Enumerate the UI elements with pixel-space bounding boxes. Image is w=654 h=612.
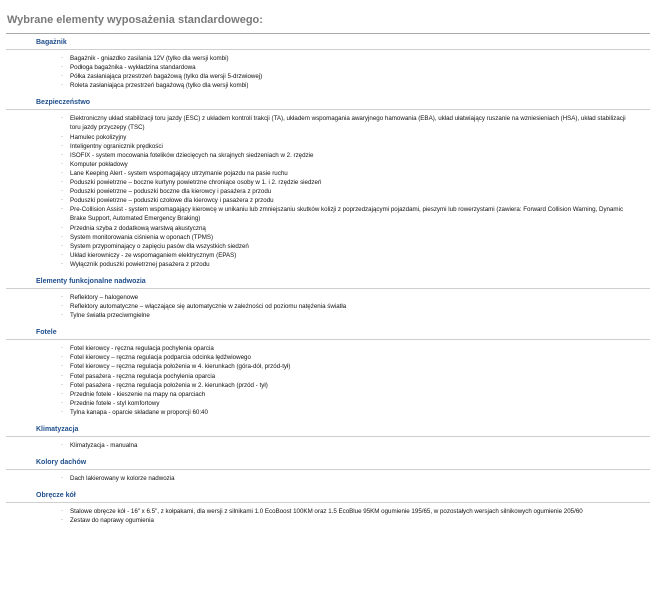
bullet-icon: · (61, 408, 63, 415)
bullet-icon: · (61, 73, 63, 80)
item-text: Podłoga bagażnika - wykładzina standardowa (70, 64, 196, 72)
bullet-icon: · (61, 260, 63, 267)
bullet-icon: · (61, 160, 63, 167)
bullet-icon: · (61, 363, 63, 370)
section-title: Bezpieczeństwo (6, 94, 650, 110)
bullet-icon: · (61, 64, 63, 71)
item-text: Fotel pasażera - ręczna regulacja położenia w 2. kierunkach (przód - tył) (70, 381, 268, 389)
item-text: Reflektory automatyczne – włączające się automatycznie w zależności od poziomu natężenia światła (70, 303, 347, 311)
item-text: Bagażnik - gniazdko zasilania 12V (tylko dla wersji kombi) (70, 55, 229, 62)
item-list (6, 470, 650, 487)
list-item (6, 224, 650, 233)
bullet-icon: · (61, 233, 63, 240)
item-text: Poduszki powietrzne – poduszki czołowe dla kierowcy i pasażera z przodu (70, 197, 274, 205)
list-item (6, 260, 650, 269)
section-title: Obręcze kół (6, 487, 650, 503)
item-text: System przypominający o zapięciu pasów dla wszystkich siedzeń (70, 242, 249, 250)
item-text: Pre-Collision Assist - system wspomagający kierowcę w unikaniu lub zmniejszaniu skutków kolizji z poprzedzającymi pojazdami, pieszymi lub rowerzystami (zawiera: Forward Collision Warning, Dynamic Brake Support, Automated Emergency Braking) (70, 206, 624, 223)
list-item (6, 399, 650, 408)
section (6, 273, 650, 324)
item-text: Fotel kierowcy – ręczna regulacja podparcia odcinka lędźwiowego (70, 354, 251, 362)
list-item (6, 353, 650, 362)
bullet-icon: · (61, 133, 63, 140)
list-item (6, 372, 650, 381)
bullet-icon: · (61, 390, 63, 397)
item-list (6, 437, 650, 454)
item-text: ISOFIX - system mocowania fotelików dziecięcych na skrajnych siedzeniach w 2. rzędzie (70, 151, 314, 159)
item-text: Stalowe obręcze kół - 16" x 6.5", z kołpakami, dla wersji z silnikami 1.0 EcoBoost 100KM oraz 1.5 EcoBlue 95KM ogumienie 195/65, w pozostałych wersjach silnikowych ogumienie 205/60 (70, 508, 583, 516)
bullet-icon: · (61, 82, 63, 89)
item-text: Fotel kierowcy – ręczna regulacja położenia w 4. kierunkach (góra-dół, przód-tył) (70, 363, 291, 371)
list-item (6, 81, 650, 90)
bullet-icon: · (61, 251, 63, 258)
bullet-icon: · (61, 188, 63, 195)
bullet-icon: · (61, 381, 63, 388)
item-text: Tylne światła przeciwmgielne (70, 312, 150, 320)
item-text: Poduszki powietrzne – poduszki boczne dla kierowcy i pasażera z przodu (70, 188, 272, 196)
bullet-icon: · (61, 475, 63, 482)
list-item (6, 474, 650, 483)
item-text: Elektroniczny układ stabilizacji toru jazdy (ESC) z układem kontroli trakcji (TA), układem wspomagania awaryjnego hamowania (EBA), układ ułatwiający ruszanie na wzniesieniach (HSA), układ stabilizacji toru jazdy przyczepy (TSC) (70, 115, 626, 132)
bullet-icon: · (61, 55, 63, 61)
item-text: Przednia szyba z dodatkową warstwą akustyczną (70, 224, 206, 232)
bullet-icon: · (61, 399, 63, 406)
item-text: Fotel pasażera - ręczna regulacja pochylenia oparcia (70, 372, 216, 380)
list-item (6, 187, 650, 196)
list-item (6, 293, 650, 302)
bullet-icon: · (61, 372, 63, 379)
bullet-icon: · (61, 179, 63, 186)
list-item (6, 178, 650, 187)
item-text: Poduszki powietrzne – boczne kurtyny powietrzne chroniące osoby w 1. i 2. rzędzie siedzeń (70, 179, 322, 187)
list-item (6, 381, 650, 390)
bullet-icon: · (61, 242, 63, 249)
item-text: Fotel kierowcy - ręczna regulacja pochylenia oparcia (70, 345, 214, 353)
list-item (6, 160, 650, 169)
bullet-icon: · (61, 312, 63, 319)
list-item (6, 302, 650, 311)
item-text: Inteligentny ogranicznik prędkości (70, 142, 163, 150)
bullet-icon: · (61, 169, 63, 176)
item-text: Układ kierowniczy - ze wspomaganiem elektrycznym (EPAS) (70, 251, 237, 259)
item-text: Lane Keeping Alert - system wspomagający utrzymanie pojazdu na pasie ruchu (70, 169, 288, 177)
item-list (6, 340, 650, 421)
bullet-icon: · (61, 517, 63, 524)
item-text: System monitorowania ciśnienia w oponach (TPMS) (70, 233, 214, 241)
bullet-icon: · (61, 442, 63, 448)
list-item (6, 408, 650, 417)
bullet-icon: · (61, 224, 63, 231)
bullet-icon: · (61, 354, 63, 361)
list-item (6, 507, 650, 516)
section (6, 324, 650, 421)
list-item (6, 196, 650, 205)
bullet-icon: · (61, 151, 63, 158)
list-item (6, 344, 650, 353)
bullet-icon: · (61, 115, 63, 122)
section (6, 454, 650, 487)
list-item (6, 169, 650, 178)
item-text: Hamulec pokolizyjny (70, 133, 127, 141)
bullet-icon: · (61, 197, 63, 204)
item-list (6, 503, 650, 529)
section (6, 34, 650, 94)
list-item (6, 133, 650, 142)
list-item (6, 233, 650, 242)
list-item (6, 516, 650, 525)
list-item (6, 151, 650, 160)
section (6, 487, 650, 529)
section-title: Elementy funkcjonalne nadwozia (6, 273, 650, 289)
item-text: Półka zasłaniająca przestrzeń bagażową (tylko dla wersji 5-drzwiowej) (70, 73, 263, 81)
bullet-icon: · (61, 508, 63, 515)
list-item (6, 311, 650, 320)
item-list (6, 110, 650, 273)
item-text: Klimatyzacja - manualna (70, 442, 138, 449)
bullet-icon: · (61, 206, 63, 213)
item-list (6, 50, 650, 94)
section (6, 94, 650, 273)
bullet-icon: · (61, 142, 63, 149)
item-text: Reflektory – halogenowe (70, 293, 139, 301)
bullet-icon: · (61, 345, 63, 352)
list-item (6, 63, 650, 72)
item-text: Dach lakierowany w kolorze nadwozia (70, 475, 175, 483)
section-title: Bagażnik (6, 34, 650, 50)
section-title: Kolory dachów (6, 454, 650, 470)
section-title: Klimatyzacja (6, 421, 650, 437)
item-text: Przednie fotele - kieszenie na mapy na oparciach (70, 390, 206, 398)
item-text: Tylna kanapa - oparcie składane w proporcji 60:40 (70, 408, 208, 416)
bullet-icon: · (61, 303, 63, 310)
section-title: Fotele (6, 324, 650, 340)
list-item (6, 205, 650, 223)
item-text: Wyłącznik poduszki powietrznej pasażera z przodu (70, 260, 210, 268)
bullet-icon: · (61, 293, 63, 300)
list-item (6, 72, 650, 81)
item-list (6, 289, 650, 324)
section (6, 421, 650, 454)
list-item (6, 114, 650, 132)
list-item (6, 54, 650, 63)
list-item (6, 242, 650, 251)
sections-container (6, 34, 650, 529)
item-text: Komputer pokładowy (70, 160, 128, 168)
list-item (6, 390, 650, 399)
list-item (6, 251, 650, 260)
list-item (6, 142, 650, 151)
list-item (6, 362, 650, 371)
page-title: Wybrane elementy wyposażenia standardowego: (6, 0, 650, 34)
item-text: Przednie fotele - styl komfortowy (70, 399, 160, 407)
item-text: Roleta zasłaniająca przestrzeń bagażową (tylko dla wersji kombi) (70, 82, 249, 90)
list-item (6, 441, 650, 450)
item-text: Zestaw do naprawy ogumienia (70, 517, 154, 525)
